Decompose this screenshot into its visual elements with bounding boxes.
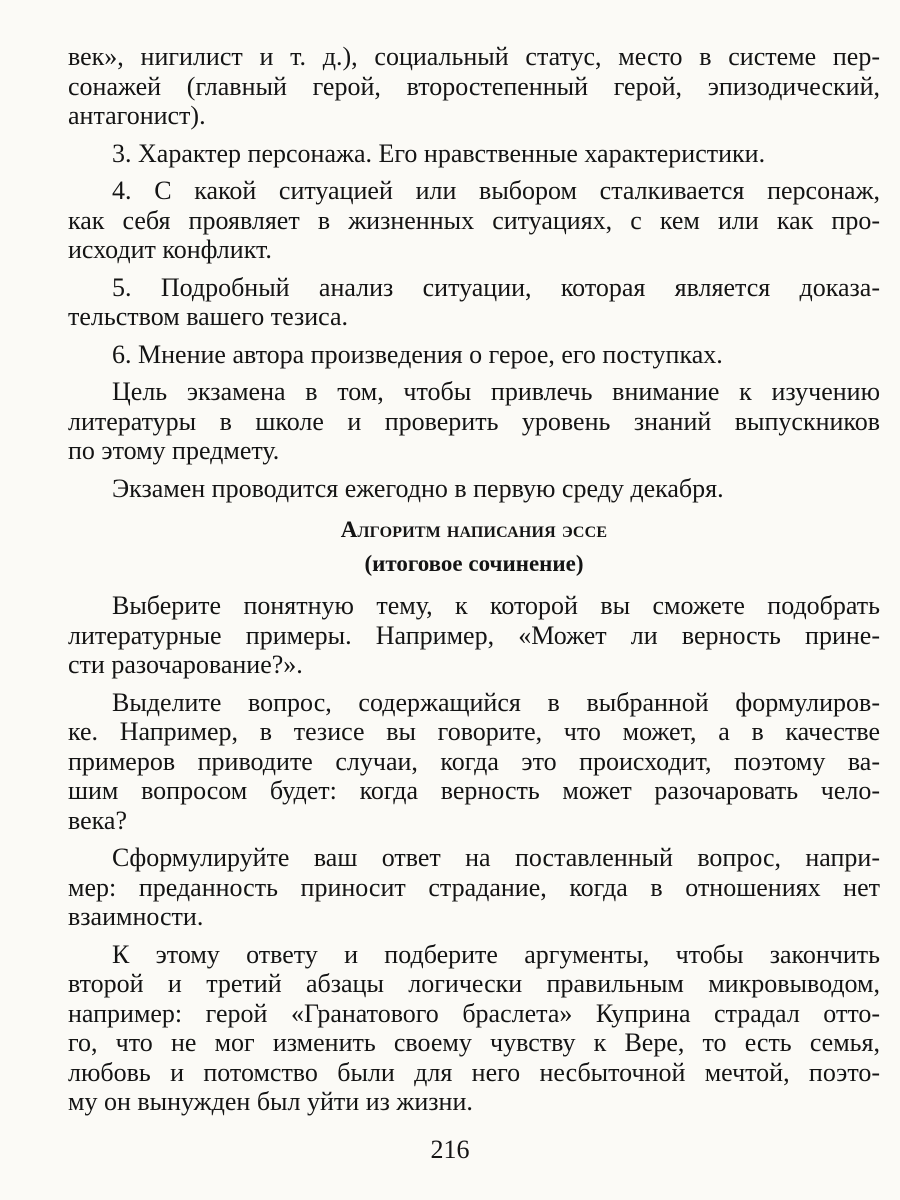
text-line: Экзамен проводится ежегодно в первую среду декабря. bbox=[112, 473, 724, 503]
heading-subtitle: (итоговое сочинение) bbox=[364, 551, 584, 576]
paragraph bbox=[68, 591, 880, 680]
text-line: век», нигилист и т. д.), социальный статус, место в системе пер- bbox=[68, 42, 880, 71]
text-line: любовь и потомство были для него несбыточной мечтой, поэто- bbox=[68, 1057, 880, 1087]
text-line: го, что не мог изменить своему чувству к Вере, то есть семья, bbox=[68, 1028, 880, 1057]
text-line: 6. Мнение автора произведения о герое, его поступках. bbox=[112, 339, 723, 369]
paragraph bbox=[68, 940, 880, 1117]
paragraph bbox=[68, 42, 880, 131]
heading-title: Алгоритм написания эссе bbox=[340, 517, 608, 542]
text-line: антагонист). bbox=[68, 101, 206, 130]
page-number: 216 bbox=[430, 1135, 470, 1164]
text-line: 5. Подробный анализ ситуации, которая является доказа- bbox=[112, 272, 880, 302]
text-line: ке. Например, в тезисе вы говорите, что может, а в качестве bbox=[68, 717, 880, 746]
text-line: му он вынужден был уйти из жизни. bbox=[68, 1087, 473, 1116]
paragraph bbox=[68, 340, 880, 370]
paragraph bbox=[68, 474, 880, 504]
text-line: литературные примеры. Например, «Может ли верность прине- bbox=[68, 620, 880, 650]
text-line: 4. С какой ситуацией или выбором сталкивается персонаж, bbox=[112, 176, 880, 205]
text-line: например: герой «Гранатового браслета» Куприна страдал отто- bbox=[68, 998, 880, 1028]
text-line: мер: преданность приносит страдание, когда в отношениях нет bbox=[68, 872, 880, 902]
text-line: исходит конфликт. bbox=[68, 235, 272, 264]
paragraph bbox=[68, 139, 880, 169]
text-section-algorithm bbox=[68, 591, 880, 1117]
paragraph bbox=[68, 688, 880, 836]
text-line: 3. Характер персонажа. Его нравственные характеристики. bbox=[112, 138, 766, 168]
text-line: века? bbox=[68, 805, 127, 835]
paragraph bbox=[68, 377, 880, 466]
text-line: второй и третий абзацы логически правильным микровыводом, bbox=[68, 969, 880, 998]
text-line: Выберите понятную тему, к которой вы сможете подобрать bbox=[112, 591, 880, 620]
paragraph bbox=[68, 843, 880, 932]
text-line: как себя проявляет в жизненных ситуациях, с кем или как про- bbox=[68, 205, 880, 235]
text-section-criteria bbox=[68, 42, 880, 503]
text-line: тельством вашего тезиса. bbox=[68, 302, 349, 331]
page-body bbox=[68, 42, 880, 1125]
text-line: примеров приводите случаи, когда это происходит, поэтому ва- bbox=[68, 746, 880, 776]
text-line: взаимности. bbox=[68, 902, 204, 931]
text-line: Выделите вопрос, содержащийся в выбранной формулиров- bbox=[112, 687, 880, 717]
text-line: Цель экзамена в том, чтобы привлечь внимание к изучению bbox=[112, 377, 880, 406]
text-line: литературы в школе и проверить уровень знаний выпускников bbox=[68, 406, 880, 436]
text-line: Сформулируйте ваш ответ на поставленный вопрос, напри- bbox=[112, 843, 880, 872]
section-heading bbox=[68, 513, 880, 581]
text-line: шим вопросом будет: когда верность может разочаровать чело- bbox=[68, 776, 880, 805]
paragraph bbox=[68, 273, 880, 332]
text-line: сонажей (главный герой, второстепенный герой, эпизодический, bbox=[68, 71, 880, 101]
paragraph bbox=[68, 176, 880, 265]
text-line: по этому предмету. bbox=[68, 436, 280, 465]
text-line: К этому ответу и подберите аргументы, чтобы закончить bbox=[112, 939, 880, 969]
text-line: сти разочарование?». bbox=[68, 650, 303, 679]
